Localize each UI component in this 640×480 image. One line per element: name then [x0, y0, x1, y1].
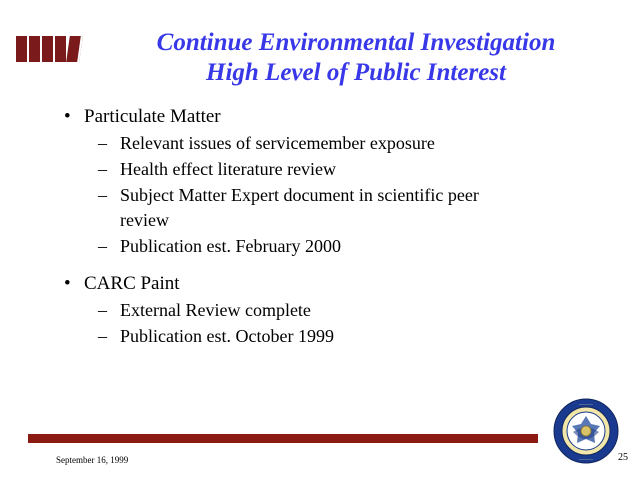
bullet-level2 — [54, 131, 614, 156]
dash-marker: – — [98, 236, 107, 256]
bullet-text: Relevant issues of servicemember exposure — [120, 133, 435, 153]
decorative-bar — [29, 36, 42, 62]
bullet-marker: • — [64, 106, 71, 127]
dash-marker: – — [98, 133, 107, 153]
decorative-bar — [42, 36, 55, 62]
bullet-level2 — [54, 298, 614, 323]
bullet-text: External Review complete — [120, 300, 311, 320]
bullet-marker: • — [64, 273, 71, 294]
dash-marker: – — [98, 300, 107, 320]
spacer — [54, 260, 614, 271]
decorative-bars — [16, 36, 84, 62]
dash-marker: – — [98, 185, 107, 205]
decorative-bar — [66, 36, 83, 62]
bullet-level1 — [54, 104, 614, 129]
title-line-2: High Level of Public Interest — [206, 59, 506, 86]
bullet-text: Publication est. October 1999 — [120, 326, 334, 346]
bullet-text: Health effect literature review — [120, 159, 337, 179]
bullet-level2 — [54, 324, 614, 349]
page-number: 25 — [618, 452, 628, 463]
slide-title — [96, 28, 616, 88]
bullet-level2 — [54, 234, 614, 259]
bullet-text: Particulate Matter — [84, 106, 221, 127]
footer-date: September 16, 1999 — [56, 455, 129, 465]
bullet-text: Subject Matter Expert document in scientific peer — [120, 185, 479, 205]
svg-text:* * * * * * *: * * * * * * * — [579, 403, 593, 407]
dod-seal-icon — [553, 398, 619, 464]
slide-body — [54, 104, 614, 350]
bullet-text: CARC Paint — [84, 273, 180, 294]
bullet-text-wrap: review — [120, 210, 169, 230]
footer-rule — [28, 434, 538, 443]
bullet-text: Publication est. February 2000 — [120, 236, 341, 256]
bullet-level1 — [54, 271, 614, 296]
bullet-level2 — [54, 157, 614, 182]
dash-marker: – — [98, 326, 107, 346]
svg-text:* * * * * * *: * * * * * * * — [579, 458, 593, 462]
bullet-level2 — [54, 183, 614, 233]
decorative-bar — [16, 36, 29, 62]
title-line-1: Continue Environmental Investigation — [156, 29, 556, 56]
dash-marker: – — [98, 159, 107, 179]
